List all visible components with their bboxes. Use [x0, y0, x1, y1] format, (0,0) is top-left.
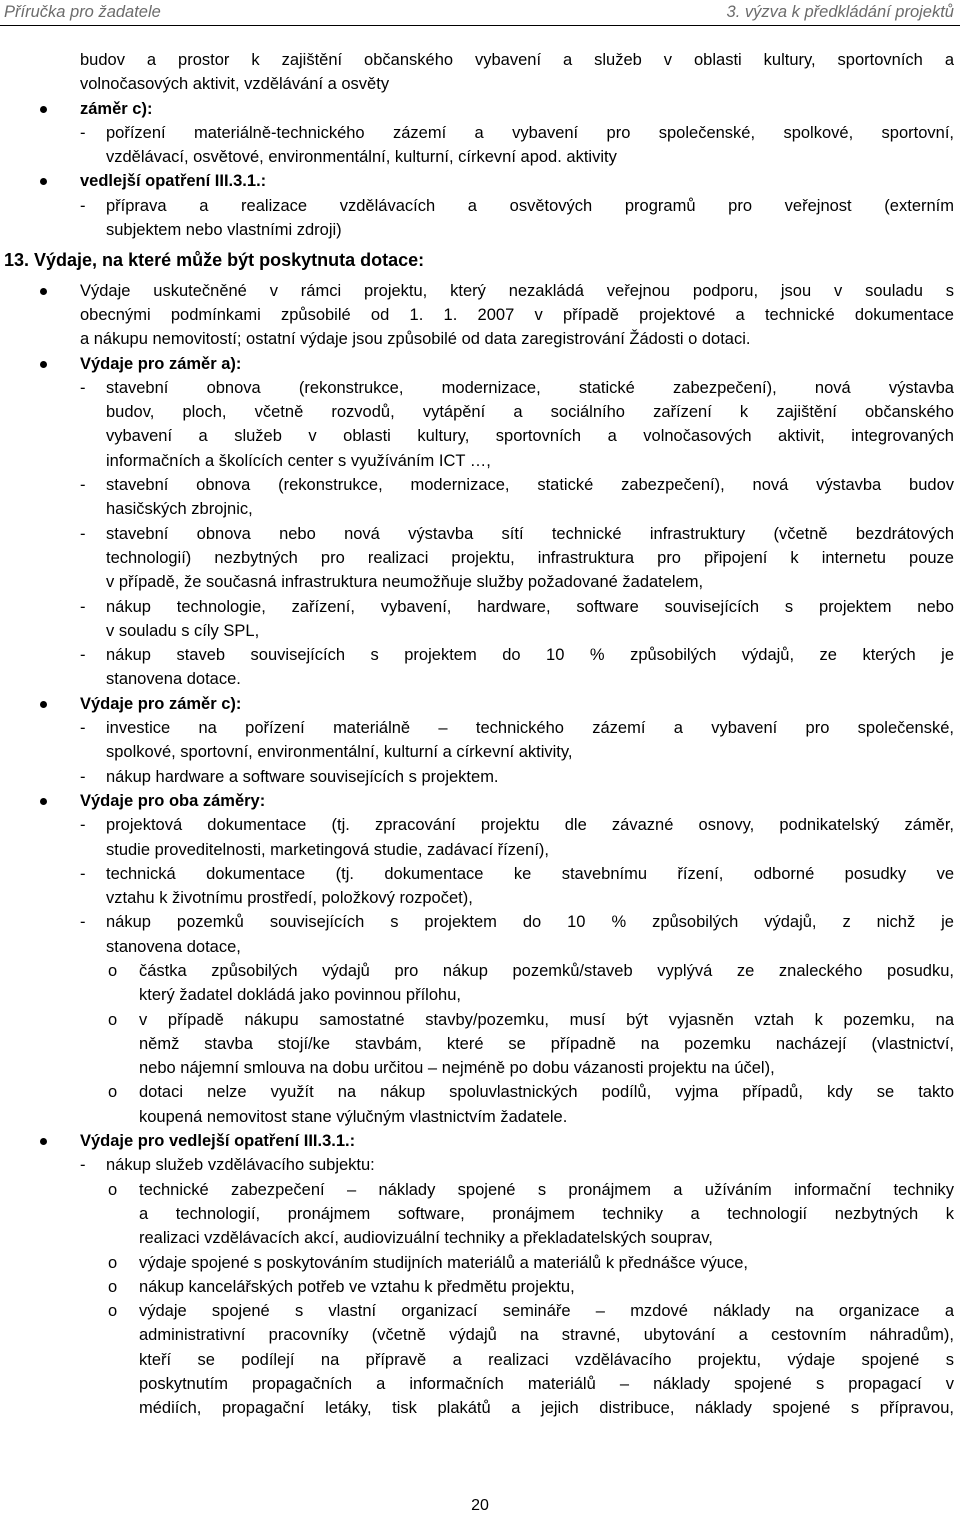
line-text: vybavení a služeb v oblasti kultury, sportovních a volnočasových aktivit, integrovaných: [106, 427, 954, 446]
dash-marker: -: [80, 767, 86, 786]
line-text: informačních a školících center s využíváním ICT …,: [106, 451, 491, 470]
header-document-title: Příručka pro žadatele: [4, 3, 161, 21]
dash-marker: -: [80, 816, 86, 835]
dash-marker: -: [80, 378, 86, 397]
bullet-icon: [40, 288, 47, 295]
list-heading-text: vedlejší opatření III.3.1.:: [80, 172, 267, 191]
list-item: [0, 279, 960, 303]
list-item: [0, 1299, 960, 1323]
page-number: 20: [471, 1497, 489, 1514]
line-text: v případě nákupu samostatné stavby/pozemku, musí být vyjasněn vztah k pozemku, na: [139, 1010, 954, 1029]
text-line: [0, 667, 960, 691]
list-item: [0, 910, 960, 934]
circle-marker: o: [108, 1302, 118, 1321]
text-line: [0, 327, 960, 351]
list-item: [0, 1251, 960, 1275]
line-text: výdaje spojené s poskytováním studijních materiálů a materiálů k přednášce výuce,: [139, 1253, 748, 1272]
list-item: [0, 716, 960, 740]
line-text: nákup hardware a software souvisejících s projektem.: [106, 767, 499, 786]
line-text: stanovena dotace.: [106, 670, 241, 689]
text-line: [0, 1372, 960, 1396]
line-text: technologií) nezbytných pro realizaci projektu, infrastruktura pro připojení k internetu pouze: [106, 548, 954, 567]
line-text: investice na pořízení materiálně – technického zázemí a vybavení pro společenské,: [106, 719, 954, 738]
text-line: [0, 48, 960, 72]
line-text: technické zabezpečení – náklady spojené s pronájmem a užíváním informační techniky: [139, 1180, 954, 1199]
text-line: [0, 570, 960, 594]
circle-marker: o: [108, 1083, 118, 1102]
text-line: [0, 303, 960, 327]
list-item: [0, 169, 960, 193]
dash-marker: -: [80, 123, 86, 142]
list-item: [0, 813, 960, 837]
line-text: projektová dokumentace (tj. zpracování projektu dle závazné osnovy, podnikatelský záměr,: [106, 816, 954, 835]
text-line: [0, 1202, 960, 1226]
text-line: [0, 424, 960, 448]
list-item: [0, 765, 960, 789]
line-text: v případě, že současná infrastruktura neumožňuje služby požadované žadatelem,: [106, 573, 704, 592]
list-item: [0, 1178, 960, 1202]
text-line: [0, 449, 960, 473]
line-text: nákup staveb souvisejících s projektem do 10 % způsobilých výdajů, ze kterých je: [106, 646, 954, 665]
line-text: realizaci vzdělávacích akcí, audiovizuální techniky a překladatelských souprav,: [139, 1229, 713, 1248]
document-body: [0, 48, 960, 1421]
text-line: [0, 1323, 960, 1347]
line-text: nákup kancelářských potřeb ve vztahu k předmětu projektu,: [139, 1277, 575, 1296]
line-text: v souladu s cíly SPL,: [106, 621, 260, 640]
list-heading-text: Výdaje pro záměr a):: [80, 354, 242, 373]
list-item: [0, 692, 960, 716]
line-text: výdaje spojené s vlastní organizací semináře – mzdové náklady na organizace a: [139, 1302, 954, 1321]
text-line: [0, 983, 960, 1007]
list-item: [0, 1275, 960, 1299]
line-text: poskytnutím propagačních a informačních materiálů – náklady spojené s propagací v: [139, 1375, 954, 1394]
header-chapter-title: 3. výzva k předkládání projektů: [726, 3, 954, 21]
text-line: [0, 740, 960, 764]
line-text: administrativní pracovníky (včetně výdajů na stravné, ubytování a cestovním náhradům),: [139, 1326, 954, 1345]
dash-marker: -: [80, 1156, 86, 1175]
text-line: [0, 1396, 960, 1420]
list-heading-text: Výdaje pro vedlejší opatření III.3.1.:: [80, 1132, 356, 1151]
text-line: [0, 497, 960, 521]
list-item: [0, 376, 960, 400]
list-heading-text: Výdaje pro záměr c):: [80, 694, 242, 713]
line-text: který žadatel dokládá jako povinnou přílohu,: [139, 986, 461, 1005]
line-text: příprava a realizace vzdělávacích a osvětových programů pro veřejnost (externím: [106, 196, 954, 215]
text-line: [0, 935, 960, 959]
line-text: hasičských zbrojnic,: [106, 500, 253, 519]
line-text: němž stavba stojí/ke stavbám, které se případně na pozemku nacházejí (vlastnictví,: [139, 1034, 954, 1053]
text-line: [0, 546, 960, 570]
line-text: budov a prostor k zajištění občanského vybavení a služeb v oblasti kultury, sportovních a: [80, 51, 954, 69]
circle-marker: o: [108, 1277, 118, 1296]
line-text: a nákupu nemovitostí; ostatní výdaje jsou způsobilé od data zaregistrování Žádosti o dotaci.: [80, 330, 751, 349]
text-line: [0, 886, 960, 910]
line-text: koupená nemovitost stane výlučným vlastnictvím žadatele.: [139, 1107, 568, 1126]
dash-marker: -: [80, 646, 86, 665]
text-line: [0, 1348, 960, 1372]
list-item: [0, 97, 960, 121]
line-text: stavební obnova (rekonstrukce, modernizace, statické zabezpečení), nová výstavba: [106, 378, 954, 397]
line-text: Výdaje uskutečněné v rámci projektu, který nezakládá veřejnou podporu, jsou v souladu s: [80, 281, 954, 300]
bullet-icon: [40, 1138, 47, 1145]
bullet-icon: [40, 106, 47, 113]
list-item: [0, 1080, 960, 1104]
list-item: [0, 1129, 960, 1153]
list-item: [0, 959, 960, 983]
dash-marker: -: [80, 864, 86, 883]
line-text: subjektem nebo vlastními zdroji): [106, 221, 342, 240]
list-item: [0, 1153, 960, 1177]
line-text: nákup služeb vzdělávacího subjektu:: [106, 1156, 375, 1175]
line-text: stanovena dotace,: [106, 937, 241, 956]
line-text: vztahu k životnímu prostředí, položkový rozpočet),: [106, 889, 473, 908]
line-text: spolkové, sportovní, environmentální, kulturní a církevní aktivity,: [106, 743, 573, 762]
text-line: [0, 619, 960, 643]
dash-marker: -: [80, 913, 86, 932]
dash-marker: -: [80, 476, 86, 495]
list-item: [0, 862, 960, 886]
text-line: [0, 218, 960, 242]
line-text: dotaci nelze využít na nákup spoluvlastnických podílů, vyjma případů, kdy se takto: [139, 1083, 954, 1102]
section-heading: [0, 248, 960, 272]
line-text: nákup technologie, zařízení, vybavení, hardware, software souvisejících s projektem nebo: [106, 597, 954, 616]
line-text: obecnými podmínkami způsobilé od 1. 1. 2007 v případě projektové a technické dokumentace: [80, 305, 954, 324]
dash-marker: -: [80, 719, 86, 738]
text-line: [0, 838, 960, 862]
line-text: částka způsobilých výdajů pro nákup pozemků/staveb vyplývá ze znaleckého posudku,: [139, 961, 954, 980]
list-item: [0, 121, 960, 145]
list-item: [0, 1008, 960, 1032]
line-text: a technologií, pronájmem software, pronájmem techniky a technologií nezbytných k: [139, 1204, 954, 1223]
bullet-icon: [40, 798, 47, 805]
bullet-icon: [40, 178, 47, 185]
list-heading-text: záměr c):: [80, 99, 153, 118]
text-line: [0, 1105, 960, 1129]
text-line: [0, 400, 960, 424]
line-text: stavební obnova (rekonstrukce, modernizace, statické zabezpečení), nová výstavba budov: [106, 476, 954, 495]
dash-marker: -: [80, 524, 86, 543]
line-text: studie proveditelnosti, marketingová studie, zadávací řízení),: [106, 840, 549, 859]
page-header: [0, 0, 960, 26]
line-text: budov, ploch, včetně rozvodů, vytápění a sociálního zařízení k zajištění občanského: [106, 403, 954, 422]
bullet-icon: [40, 701, 47, 708]
circle-marker: o: [108, 961, 118, 980]
list-item: [0, 194, 960, 218]
line-text: vzdělávací, osvětové, environmentální, kulturní, církevní apod. aktivity: [106, 148, 617, 167]
line-text: volnočasových aktivit, vzdělávání a osvěty: [80, 75, 390, 94]
section-heading-text: 13. Výdaje, na které může být poskytnuta dotace:: [4, 250, 425, 271]
line-text: pořízení materiálně-technického zázemí a vybavení pro společenské, spolkové, sportovní,: [106, 123, 954, 142]
circle-marker: o: [108, 1010, 118, 1029]
line-text: stavební obnova nebo nová výstavba sítí technické infrastruktury (včetně bezdrátových: [106, 524, 954, 543]
dash-marker: -: [80, 597, 86, 616]
list-item: [0, 352, 960, 376]
list-item: [0, 595, 960, 619]
line-text: nákup pozemků souvisejících s projektem do 10 % způsobilých výdajů, z nichž je: [106, 913, 954, 932]
dash-marker: -: [80, 196, 86, 215]
list-item: [0, 522, 960, 546]
line-text: nebo nájemní smlouva na dobu určitou – nejméně po dobu vázanosti projektu na účel),: [139, 1059, 775, 1078]
circle-marker: o: [108, 1253, 118, 1272]
line-text: médiích, propagační letáky, tisk plakátů a jejich distribuce, náklady spojené s přípravou,: [139, 1399, 954, 1418]
bullet-icon: [40, 361, 47, 368]
list-item: [0, 473, 960, 497]
text-line: [0, 145, 960, 169]
line-text: technická dokumentace (tj. dokumentace ke stavebnímu řízení, odborné posudky ve: [106, 864, 954, 883]
list-heading-text: Výdaje pro oba záměry:: [80, 791, 266, 810]
list-item: [0, 643, 960, 667]
circle-marker: o: [108, 1180, 118, 1199]
text-line: [0, 1032, 960, 1056]
line-text: kteří se podílejí na přípravě a realizaci vzdělávacího projektu, výdaje spojené s: [139, 1350, 954, 1369]
list-item: [0, 789, 960, 813]
text-line: [0, 1056, 960, 1080]
text-line: [0, 72, 960, 96]
text-line: [0, 1226, 960, 1250]
